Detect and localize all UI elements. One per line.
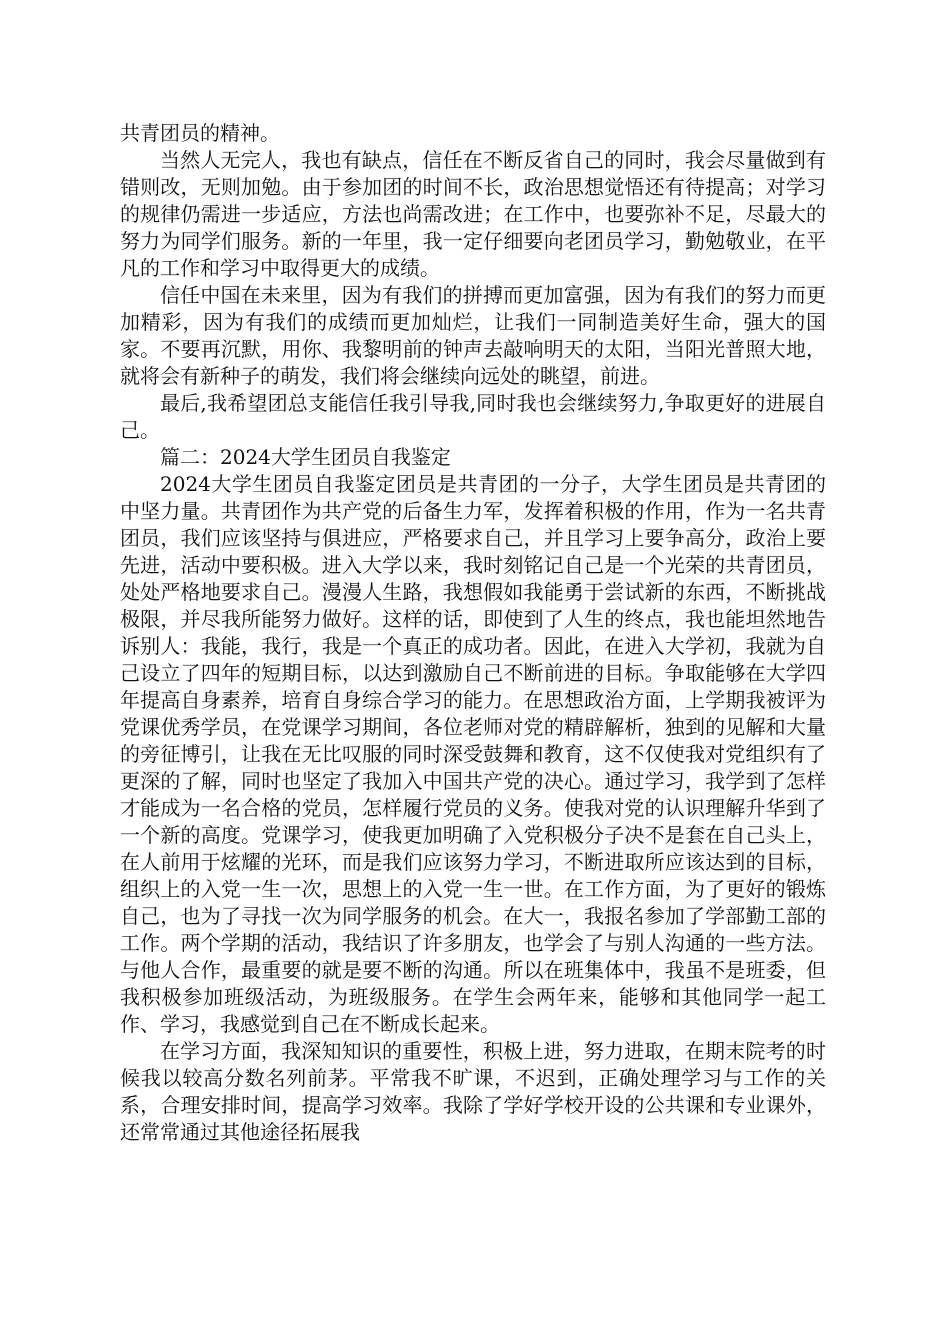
paragraph-closing: 最后,我希望团总支能信任我引导我,同时我也会继续努力,争取更好的进展自己。 [120, 391, 826, 442]
paragraph-continuation: 共青团员的精神。 [120, 121, 280, 145]
paragraph-self-reflection: 当然人无完人，我也有缺点，信任在不断反省自己的同时，我会尽量做到有错则改，无则加勉。由于参加团的时间不长，政治思想觉悟还有待提高；对学习的规律仍需进一步适应，方法也尚需改进；在工作中，也要弥补不足，尽最大的努力为同学们服务。新的一年里，我一定仔细要向老团员学习，勤勉敬业，在平凡的工作和学习中取得更大的成绩。 [120, 148, 826, 280]
paragraph-future-china: 信任中国在未来里，因为有我们的拼搏而更加富强，因为有我们的努力而更加精彩，因为有我们的成绩而更加灿烂，让我们一同制造美好生命，强大的国家。不要再沉默，用你、我黎明前的钟声去敲响明天的太阳，当阳光普照大地，就将会有新种子的萌发，我们将会继续向远处的眺望，前进。 [120, 283, 826, 388]
document-page [120, 120, 826, 1146]
paragraph-self-appraisal: 2024大学生团员自我鉴定团员是共青团的一分子，大学生团员是共青团的中坚力量。共青团作为共产党的后备生力军，发挥着积极的作用，作为一名共青团员，我们应该坚持与俱进应，严格要求自己，并且学习上要争高分，政治上要先进，活动中要积极。进入大学以来，我时刻铭记自己是一个光荣的共青团员，处处严格地要求自己。漫漫人生路，我想假如我能勇于尝试新的东西，不断挑战极限，并尽我所能努力做好。这样的话，即使到了人生的终点，我也能坦然地告诉别人：我能，我行，我是一个真正的成功者。因此，在进入大学初，我就为自己设立了四年的短期目标，以达到激励自己不断前进的目标。争取能够在大学四年提高自身素养，培育自身综合学习的能力。在思想政治方面，上学期我被评为党课优秀学员，在党课学习期间，各位老师对党的精辟解析，独到的见解和大量的旁征博引，让我在无比叹服的同时深受鼓舞和教育，这不仅使我对党组织有了更深的了解，同时也坚定了我加入中国共产党的决心。通过学习，我学到了怎样才能成为一名合格的党员，怎样履行党员的义务。使我对党的认识理解升华到了一个新的高度。党课学习，使我更加明确了入党积极分子决不是套在自己头上，在人前用于炫耀的光环，而是我们应该努力学习，不断进取所应该达到的目标，组织上的入党一生一次，思想上的入党一生一世。在工作方面，为了更好的锻炼自己，也为了寻找一次为同学服务的机会。在大一，我报名参加了学部勤工部的工作。两个学期的活动，我结识了许多朋友，也学会了与别人沟通的一些方法。与他人合作，最重要的就是要不断的沟通。所以在班集体中，我虽不是班委，但我积极参加班级活动，为班级服务。在学生会两年来，能够和其他同学一起工作、学习，我感觉到自己在不断成长起来。 [120, 472, 826, 1036]
paragraph-study: 在学习方面，我深知知识的重要性，积极上进，努力进取，在期末院考的时候我以较高分数名列前茅。平常我不旷课，不迟到，正确处理学习与工作的关系，合理安排时间，提高学习效率。我除了学好学校开设的公共课和专业课外，还常常通过其他途径拓展我 [120, 1039, 826, 1144]
section-heading: 篇二：2024大学生团员自我鉴定 [160, 445, 451, 469]
